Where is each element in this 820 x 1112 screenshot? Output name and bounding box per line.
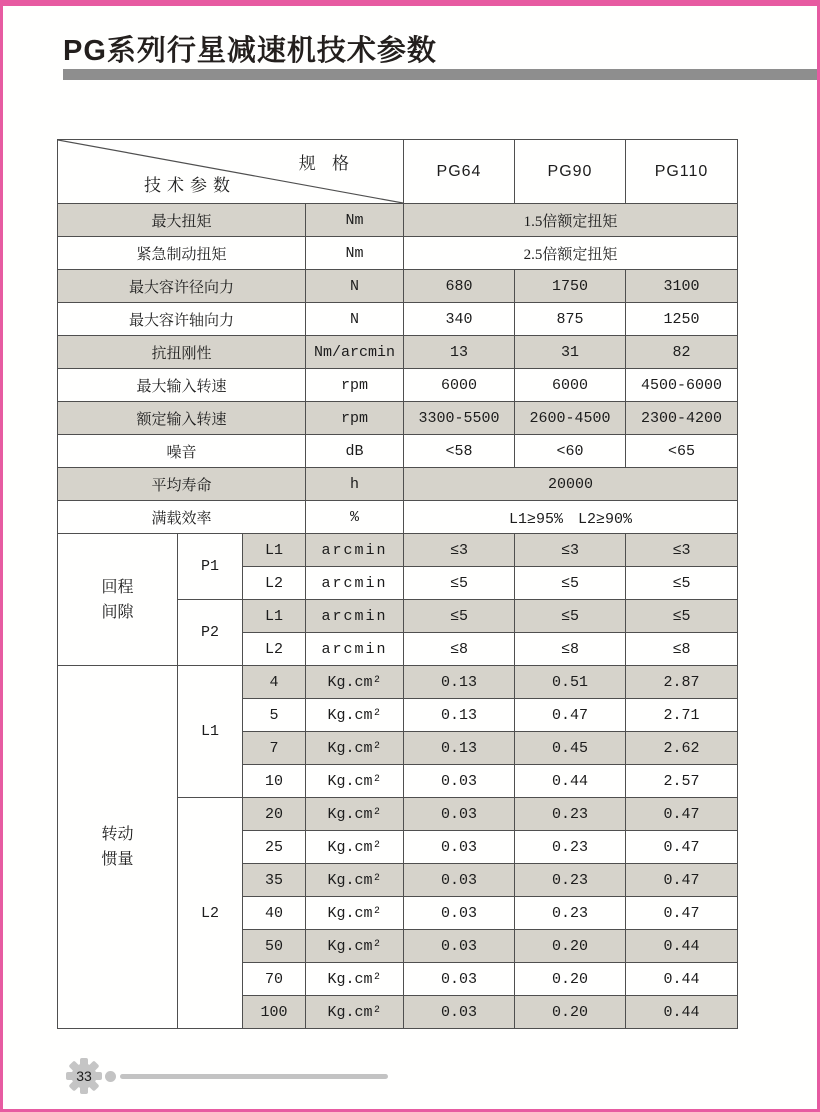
param-label: 额定输入转速 [58,402,306,435]
param-value: 31 [515,336,626,369]
param-value: 1250 [626,303,738,336]
backlash-group-label: 回程 间隙 [58,534,178,666]
param-unit: Kg.cm² [306,864,404,897]
param-value: ≤5 [626,600,738,633]
param-value: 0.03 [404,996,515,1029]
param-value: ≤8 [404,633,515,666]
param-value: 2.71 [626,699,738,732]
param-label: 噪音 [58,435,306,468]
param-value: 0.23 [515,831,626,864]
param-value: 0.23 [515,798,626,831]
param-unit: Nm/arcmin [306,336,404,369]
table-row [58,468,738,501]
param-value: 2.87 [626,666,738,699]
table-row [58,303,738,336]
ratio-label: 100 [243,996,306,1029]
param-value: 2300-4200 [626,402,738,435]
param-value: 0.03 [404,963,515,996]
param-unit: Kg.cm² [306,897,404,930]
ratio-label: 40 [243,897,306,930]
param-value: <65 [626,435,738,468]
param-value: L1≥95% L2≥90% [404,501,738,534]
table-row [58,270,738,303]
param-value: ≤5 [404,567,515,600]
param-value: ≤5 [515,567,626,600]
param-unit: h [306,468,404,501]
param-unit: dB [306,435,404,468]
param-label: 平均寿命 [58,468,306,501]
param-unit: Kg.cm² [306,732,404,765]
param-value: ≤5 [626,567,738,600]
param-value: ≤3 [515,534,626,567]
footer-dot-icon [105,1071,116,1082]
table-row [58,501,738,534]
param-value: 6000 [515,369,626,402]
param-value: 0.47 [626,798,738,831]
table-row [58,402,738,435]
page-number-gear-badge [65,1057,103,1095]
param-value: 0.47 [626,864,738,897]
param-label: 紧急制动扭矩 [58,237,306,270]
page-number: 33 [76,1068,92,1084]
table-row [58,435,738,468]
param-value: 0.23 [515,897,626,930]
table-row [58,336,738,369]
param-value: 0.20 [515,996,626,1029]
page-footer [65,1057,388,1095]
param-unit: arcmin [306,633,404,666]
param-value: 2.62 [626,732,738,765]
param-unit: Kg.cm² [306,765,404,798]
title-underline-bar [63,69,817,80]
table-row [58,369,738,402]
table-row [58,204,738,237]
param-unit: rpm [306,369,404,402]
param-unit: arcmin [306,534,404,567]
param-value: 6000 [404,369,515,402]
param-unit: arcmin [306,600,404,633]
param-label: 最大输入转速 [58,369,306,402]
param-value: 0.20 [515,930,626,963]
stage-label: L1 [243,600,306,633]
param-value: 0.03 [404,897,515,930]
param-value: 2600-4500 [515,402,626,435]
param-value: 0.23 [515,864,626,897]
table-header-row [58,140,738,204]
ratio-label: 70 [243,963,306,996]
param-value: 0.47 [626,897,738,930]
param-value: 0.51 [515,666,626,699]
param-unit: Kg.cm² [306,798,404,831]
param-value: 20000 [404,468,738,501]
ratio-label: 5 [243,699,306,732]
param-value: ≤5 [515,600,626,633]
ratio-label: 4 [243,666,306,699]
param-unit: Nm [306,237,404,270]
param-label: 最大扭矩 [58,204,306,237]
param-unit: arcmin [306,567,404,600]
footer-rule-line [120,1074,388,1079]
table-row [58,237,738,270]
ratio-label: 25 [243,831,306,864]
param-unit: N [306,303,404,336]
stage-label: L2 [243,633,306,666]
inertia-group-label: 转动 惯量 [58,666,178,1029]
param-value: 1.5倍额定扭矩 [404,204,738,237]
spec-table [57,139,738,1029]
table-row [58,666,738,699]
stage-group-l2: L2 [178,798,243,1029]
gear-icon [65,1057,103,1095]
param-unit: Nm [306,204,404,237]
param-unit: Kg.cm² [306,996,404,1029]
ratio-label: 35 [243,864,306,897]
param-label: 最大容许轴向力 [58,303,306,336]
stage-label: L2 [243,567,306,600]
stage-label: L1 [243,534,306,567]
param-label: 最大容许径向力 [58,270,306,303]
param-value: 0.13 [404,699,515,732]
param-value: 0.13 [404,666,515,699]
param-value: 0.03 [404,831,515,864]
param-unit: Kg.cm² [306,666,404,699]
header-param-label: 技术参数 [144,176,236,195]
param-value: ≤8 [515,633,626,666]
param-unit: Kg.cm² [306,963,404,996]
param-value: ≤3 [626,534,738,567]
param-value: 2.57 [626,765,738,798]
param-value: 0.47 [515,699,626,732]
precision-class-p2: P2 [178,600,243,666]
param-value: 680 [404,270,515,303]
param-unit: rpm [306,402,404,435]
param-value: ≤8 [626,633,738,666]
param-value: 0.47 [626,831,738,864]
param-label: 抗扭刚性 [58,336,306,369]
param-value: 3100 [626,270,738,303]
stage-group-l1: L1 [178,666,243,798]
param-label: 满载效率 [58,501,306,534]
param-value: 2.5倍额定扭矩 [404,237,738,270]
param-value: 0.20 [515,963,626,996]
param-value: ≤5 [404,600,515,633]
param-unit: % [306,501,404,534]
param-value: 0.03 [404,864,515,897]
param-value: 0.44 [626,930,738,963]
param-value: 0.13 [404,732,515,765]
param-value: 3300-5500 [404,402,515,435]
header-spec-label: 规 格 [298,154,355,173]
column-header-pg110: PG110 [626,140,738,204]
param-value: 1750 [515,270,626,303]
param-value: 13 [404,336,515,369]
param-value: 0.03 [404,798,515,831]
param-value: 82 [626,336,738,369]
param-value: 0.03 [404,930,515,963]
column-header-pg64: PG64 [404,140,515,204]
param-unit: Kg.cm² [306,699,404,732]
param-value: <60 [515,435,626,468]
param-unit: N [306,270,404,303]
param-unit: Kg.cm² [306,930,404,963]
ratio-label: 10 [243,765,306,798]
param-value: 4500-6000 [626,369,738,402]
ratio-label: 50 [243,930,306,963]
param-unit: Kg.cm² [306,831,404,864]
column-header-pg90: PG90 [515,140,626,204]
param-value: 875 [515,303,626,336]
param-value: 0.03 [404,765,515,798]
ratio-label: 20 [243,798,306,831]
param-value: 0.45 [515,732,626,765]
param-value: 0.44 [626,963,738,996]
page-title: PG系列行星减速机技术参数 [63,35,437,67]
ratio-label: 7 [243,732,306,765]
precision-class-p1: P1 [178,534,243,600]
param-value: ≤3 [404,534,515,567]
param-value: 0.44 [515,765,626,798]
table-row [58,534,738,567]
diagonal-header-cell [58,140,404,204]
param-value: 340 [404,303,515,336]
param-value: <58 [404,435,515,468]
param-value: 0.44 [626,996,738,1029]
